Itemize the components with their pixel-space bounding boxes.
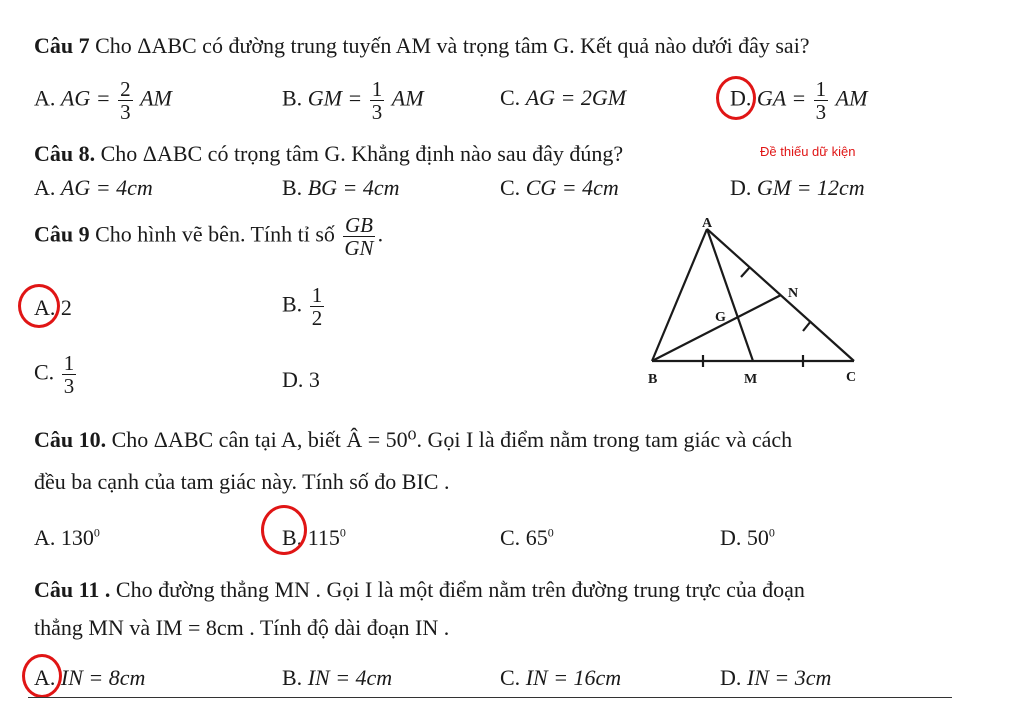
- option-letter: C.: [500, 175, 521, 200]
- option-letter: D.: [282, 367, 304, 392]
- label-a: A: [702, 216, 713, 231]
- q9-option-c[interactable]: [34, 352, 78, 397]
- answer-circle-q10: [261, 505, 307, 555]
- q7-option-c[interactable]: [500, 86, 626, 110]
- q10-option-b[interactable]: B. $115^0$: [282, 525, 346, 550]
- option-expr-end: AM: [835, 85, 868, 111]
- option-letter: C.: [500, 525, 521, 550]
- q10-option-c[interactable]: C. $65^0$: [500, 525, 554, 550]
- q9-text: Cho hình vẽ bên. Tính tỉ số: [95, 221, 335, 247]
- option-expr: CG = 4cm: [525, 175, 619, 200]
- q7-label: Câu 7: [34, 33, 90, 58]
- fraction: $\frac{1}{2}$: [311, 283, 323, 331]
- option-letter: B.: [282, 175, 303, 200]
- option-letter: D.: [730, 85, 752, 111]
- median-bn: [652, 295, 781, 361]
- option-letter: A.: [34, 295, 56, 320]
- q10-question-line2: đều ba cạnh của tam giác này. Tính số đo BIC .: [34, 469, 450, 494]
- tick-an: [741, 267, 750, 277]
- option-letter: B.: [282, 85, 303, 111]
- option-letter: C.: [500, 85, 521, 110]
- label-g: G: [715, 310, 726, 325]
- label-m: M: [744, 372, 758, 387]
- option-value: 65: [525, 525, 548, 550]
- option-letter: A.: [34, 175, 56, 200]
- fraction: $\frac{1}{3}$: [63, 351, 75, 399]
- option-expr: 3: [308, 367, 320, 392]
- option-letter: D.: [720, 665, 742, 690]
- q11-text-line1: Cho đường thẳng MN . Gọi I là một điểm nằm trên đường trung trực của đoạn: [115, 577, 805, 602]
- option-expr: IN = 16cm: [525, 665, 622, 690]
- option-expr: IN = 4cm: [307, 665, 393, 690]
- q8-option-a[interactable]: [34, 176, 153, 200]
- q10-option-a[interactable]: A. $130^0$: [34, 525, 100, 550]
- answer-circle-q9: [18, 284, 60, 328]
- q11-label: Câu 11 .: [34, 577, 111, 602]
- bottom-divider: [28, 697, 952, 698]
- option-letter: D.: [720, 525, 742, 550]
- option-letter: A.: [34, 665, 56, 690]
- q11-option-d[interactable]: [720, 666, 831, 690]
- triangle-figure: [640, 215, 870, 395]
- option-letter: A.: [34, 525, 56, 550]
- option-letter: C.: [500, 665, 521, 690]
- option-letter: C.: [34, 359, 55, 385]
- option-expr: IN = 8cm: [60, 665, 146, 690]
- option-expr: 2: [60, 295, 72, 320]
- option-letter: B.: [282, 291, 303, 317]
- q11-option-b[interactable]: [282, 666, 392, 690]
- option-expr: AG = 2GM: [525, 85, 627, 110]
- option-value: 130: [60, 525, 94, 550]
- answer-circle-q7: [716, 76, 756, 120]
- fraction: $\frac{2}{3}$: [120, 77, 131, 125]
- option-letter: A.: [34, 85, 56, 111]
- option-expr: AG =: [60, 85, 111, 111]
- q7-text: Cho ΔABC có đường trung tuyến AM và trọng tâm G. Kết quả nào dưới đây sai?: [95, 33, 810, 58]
- q7-option-b[interactable]: [282, 78, 424, 123]
- option-expr: GA =: [756, 85, 807, 111]
- fraction: $\frac{1}{3}$: [815, 77, 827, 125]
- q10-question-line1: [34, 428, 792, 452]
- q7-question: [34, 34, 810, 58]
- q8-option-b[interactable]: [282, 176, 400, 200]
- label-c: C: [846, 370, 857, 385]
- q7-option-a[interactable]: [34, 78, 172, 123]
- q8-annotation-note: Đề thiếu dữ kiện: [760, 144, 856, 159]
- q9-question: Câu 9 Cho hình vẽ bên. Tính tỉ số $\frac{GB}{GN}$ .: [34, 213, 384, 261]
- q8-question: [34, 142, 623, 166]
- option-expr: GM = 12cm: [756, 175, 865, 200]
- q11-question-line1: [34, 578, 805, 602]
- option-expr: IN = 3cm: [746, 665, 832, 690]
- label-b: B: [648, 372, 658, 387]
- q8-text: Cho ΔABC có trọng tâm G. Khẳng định nào sau đây đúng?: [100, 141, 624, 166]
- q9-option-b[interactable]: [282, 284, 326, 329]
- q10-text-line1: Cho ΔABC cân tại A, biết Â = 50⁰. Gọi I là điểm nằm trong tam giác và cách: [111, 427, 793, 452]
- fraction-gb-gn: $\frac{GB}{GN}$: [344, 213, 374, 261]
- option-expr: GM =: [307, 85, 363, 111]
- option-expr-end: AM: [140, 85, 172, 111]
- option-letter: B.: [282, 525, 303, 550]
- q10-label: Câu 10.: [34, 427, 107, 452]
- q11-question-line2: thẳng MN và IM = 8cm . Tính độ dài đoạn IN .: [34, 615, 450, 640]
- q9-label: Câu 9: [34, 221, 90, 247]
- q8-label: Câu 8.: [34, 141, 96, 166]
- q8-option-d[interactable]: [730, 176, 865, 200]
- fraction: $\frac{1}{3}$: [371, 77, 383, 125]
- option-value: 50: [746, 525, 769, 550]
- option-expr-end: AM: [391, 85, 424, 111]
- option-expr: BG = 4cm: [307, 175, 400, 200]
- q11-option-c[interactable]: [500, 666, 621, 690]
- option-expr: AG = 4cm: [60, 175, 153, 200]
- label-n: N: [788, 286, 799, 301]
- answer-circle-q11: [22, 654, 62, 698]
- tick-nc: [803, 321, 811, 331]
- q9-option-d[interactable]: [282, 368, 320, 392]
- q8-option-c[interactable]: [500, 176, 619, 200]
- option-letter: B.: [282, 665, 303, 690]
- option-value: 115: [307, 525, 340, 550]
- q10-option-d[interactable]: D. $50^0$: [720, 525, 775, 550]
- side-ab: [652, 229, 707, 361]
- option-letter: D.: [730, 175, 752, 200]
